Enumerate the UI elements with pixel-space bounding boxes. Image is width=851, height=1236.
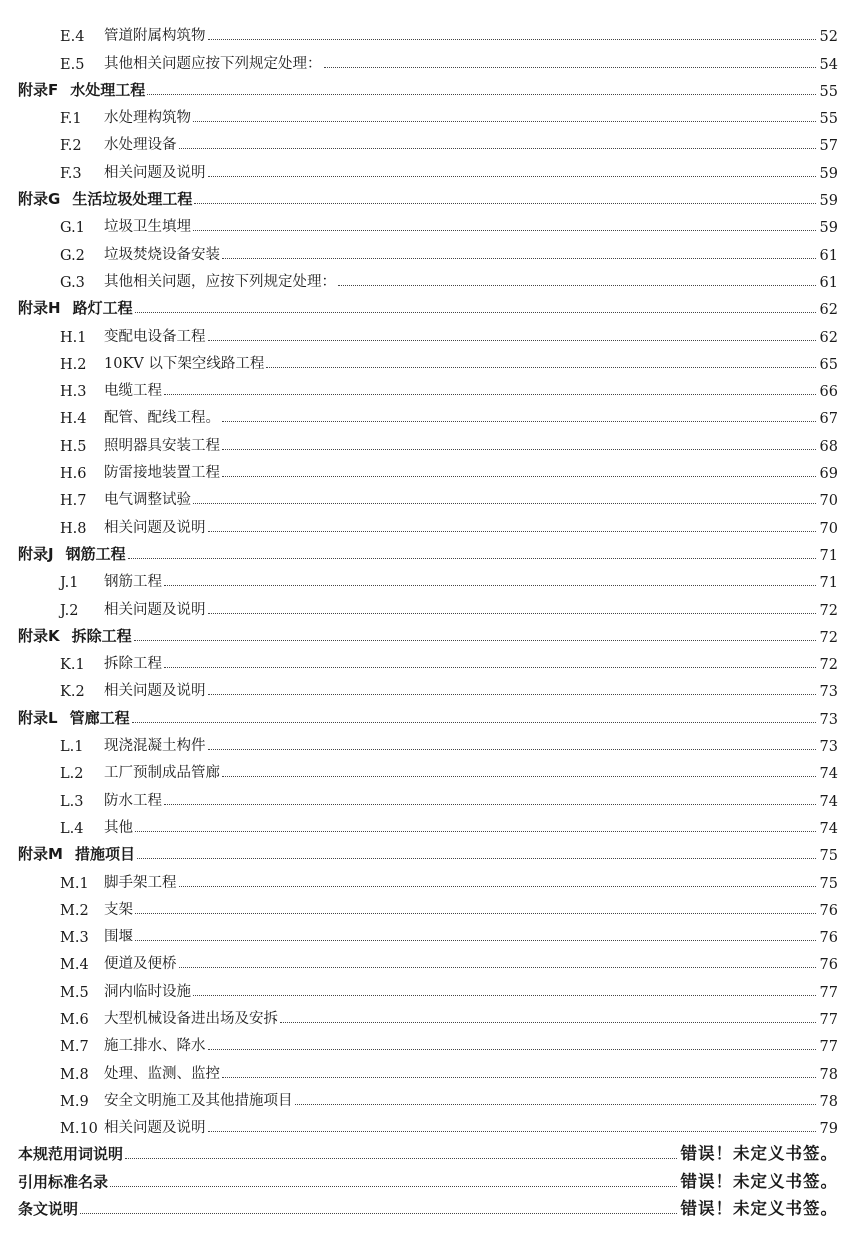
toc-entry[interactable] — [18, 154, 838, 181]
toc-entry-number: 附录J — [18, 544, 54, 563]
toc-entry-page: 78 — [819, 1066, 838, 1083]
toc-entry-title: 大型机械设备进出场及安拆 — [104, 1010, 278, 1027]
toc-entry-page: 错误！未定义书签。 — [680, 1144, 838, 1164]
toc-entry[interactable] — [18, 427, 838, 454]
dot-leader — [324, 67, 816, 68]
dot-leader — [208, 613, 816, 614]
toc-entry-number: G.3 — [60, 274, 85, 291]
toc-entry-number: 附录G — [18, 190, 61, 209]
dot-leader — [135, 831, 816, 832]
toc-entry-title: 洞内临时设施 — [104, 983, 191, 1000]
table-of-contents — [18, 18, 838, 1219]
toc-entry[interactable] — [18, 18, 838, 45]
toc-entry-title: 钢筋工程 — [104, 574, 162, 591]
toc-entry[interactable] — [18, 318, 838, 345]
toc-entry-title: 相关问题及说明 — [104, 164, 206, 181]
toc-entry-number: F.1 — [60, 111, 82, 128]
dot-leader — [193, 995, 816, 996]
dot-leader — [222, 776, 816, 777]
toc-entry-number: H.2 — [60, 356, 87, 373]
toc-entry-title: 垃圾焚烧设备安装 — [104, 246, 220, 263]
dot-leader — [208, 340, 816, 341]
toc-entry-page: 61 — [819, 274, 838, 291]
toc-entry-title: 照明器具安装工程 — [104, 437, 220, 454]
toc-entry-title: 脚手架工程 — [104, 874, 177, 891]
toc-entry-number: M.6 — [60, 1011, 89, 1028]
toc-entry[interactable] — [18, 1083, 838, 1110]
dot-leader — [193, 121, 816, 122]
toc-entry-page: 69 — [819, 466, 838, 483]
toc-entry[interactable] — [18, 755, 838, 782]
toc-entry[interactable] — [18, 591, 838, 618]
dot-leader — [164, 585, 816, 586]
dot-leader — [134, 640, 816, 641]
toc-entry-title: 电缆工程 — [104, 383, 162, 400]
toc-entry-page: 67 — [819, 411, 838, 428]
toc-entry-page: 74 — [819, 766, 838, 783]
toc-entry-page: 59 — [819, 165, 838, 182]
toc-entry[interactable] — [18, 209, 838, 236]
dot-leader — [135, 940, 816, 941]
toc-entry-title: 支架 — [104, 901, 133, 918]
dot-leader — [135, 913, 816, 914]
toc-entry-page: 62 — [819, 302, 838, 319]
toc-entry-number: G.2 — [60, 247, 85, 264]
dot-leader — [338, 285, 816, 286]
toc-entry-page: 错误！未定义书签。 — [680, 1199, 838, 1219]
toc-entry-page: 70 — [819, 493, 838, 510]
dot-leader — [110, 1186, 676, 1187]
toc-entry-title: 工厂预制成品管廊 — [104, 765, 220, 782]
toc-entry-page: 73 — [819, 739, 838, 756]
toc-entry-title: 拆除工程 — [104, 656, 162, 673]
dot-leader — [179, 148, 816, 149]
toc-entry-page: 76 — [819, 902, 838, 919]
dot-leader — [295, 1104, 816, 1105]
toc-entry-number: 附录H — [18, 299, 61, 318]
toc-entry-number: L.1 — [60, 739, 84, 756]
toc-entry[interactable] — [18, 1110, 838, 1137]
dot-leader — [208, 531, 816, 532]
toc-entry-title: 10KV 以下架空线路工程 — [104, 355, 265, 372]
toc-entry-title: 引用标准名录 — [18, 1172, 109, 1191]
toc-entry[interactable] — [18, 1055, 838, 1082]
toc-entry-page: 55 — [819, 111, 838, 128]
toc-entry-title: 围堰 — [104, 929, 133, 946]
toc-entry-page: 77 — [819, 1039, 838, 1056]
dot-leader — [179, 886, 816, 887]
dot-leader — [193, 230, 816, 231]
toc-entry-number: 附录F — [18, 80, 59, 99]
toc-entry[interactable] — [18, 673, 838, 700]
toc-entry-page: 76 — [819, 957, 838, 974]
toc-entry[interactable] — [18, 700, 838, 727]
toc-entry-page: 74 — [819, 793, 838, 810]
toc-entry-page: 57 — [819, 138, 838, 155]
dot-leader — [80, 1213, 676, 1214]
toc-entry-title: 相关问题及说明 — [104, 1120, 206, 1137]
toc-entry-page: 73 — [819, 711, 838, 728]
dot-leader — [208, 694, 816, 695]
toc-entry-title: 防雷接地装置工程 — [104, 465, 220, 482]
toc-entry-page: 75 — [819, 875, 838, 892]
toc-entry-page: 59 — [819, 193, 838, 210]
toc-entry-title: 钢筋工程 — [65, 544, 126, 563]
toc-entry-title: 处理、监测、监控 — [104, 1065, 220, 1082]
toc-entry-title: 施工排水、降水 — [104, 1038, 206, 1055]
dot-leader — [280, 1022, 816, 1023]
toc-entry-page: 54 — [819, 56, 838, 73]
toc-entry-title: 路灯工程 — [72, 299, 133, 318]
toc-entry-title: 生活垃圾处理工程 — [72, 190, 193, 209]
toc-entry-title: 条文说明 — [18, 1200, 79, 1219]
toc-entry-number: H.4 — [60, 411, 87, 428]
toc-entry-number: M.1 — [60, 875, 89, 892]
toc-entry[interactable] — [18, 782, 838, 809]
toc-entry[interactable] — [18, 728, 838, 755]
toc-entry[interactable] — [18, 373, 838, 400]
toc-entry-page: 错误！未定义书签。 — [680, 1171, 838, 1191]
toc-entry-number: K.2 — [60, 684, 85, 701]
dot-leader — [132, 722, 816, 723]
toc-entry[interactable] — [18, 837, 838, 864]
toc-entry-number: L.2 — [60, 766, 84, 783]
toc-entry-page: 74 — [819, 820, 838, 837]
toc-entry-page: 76 — [819, 930, 838, 947]
toc-entry-title: 便道及便桥 — [104, 956, 177, 973]
toc-entry-number: M.8 — [60, 1066, 89, 1083]
toc-entry[interactable] — [18, 1001, 838, 1028]
toc-entry[interactable] — [18, 1137, 838, 1164]
dot-leader — [222, 421, 816, 422]
toc-entry-page: 66 — [819, 384, 838, 401]
toc-entry-title: 拆除工程 — [71, 626, 132, 645]
toc-entry-page: 79 — [819, 1121, 838, 1138]
toc-entry-title: 水处理工程 — [70, 80, 146, 99]
toc-entry-page: 61 — [819, 247, 838, 264]
toc-entry-page: 52 — [819, 29, 838, 46]
toc-entry-number: M.9 — [60, 1093, 89, 1110]
toc-entry[interactable] — [18, 455, 838, 482]
toc-entry-page: 78 — [819, 1093, 838, 1110]
toc-entry-title: 现浇混凝土构件 — [104, 738, 206, 755]
toc-entry-number: F.2 — [60, 138, 82, 155]
dot-leader — [266, 367, 815, 368]
toc-entry-title: 相关问题及说明 — [104, 683, 206, 700]
toc-entry-number: M.7 — [60, 1039, 89, 1056]
toc-entry-number: H.1 — [60, 329, 87, 346]
toc-entry-number: M.3 — [60, 930, 89, 947]
dot-leader — [193, 503, 816, 504]
toc-entry[interactable] — [18, 1192, 838, 1219]
dot-leader — [222, 476, 816, 477]
toc-entry-number: E.4 — [60, 29, 85, 46]
dot-leader — [222, 449, 816, 450]
toc-entry-number: E.5 — [60, 56, 85, 73]
toc-entry-number: G.1 — [60, 220, 85, 237]
toc-entry-page: 71 — [819, 547, 838, 564]
toc-entry[interactable] — [18, 810, 838, 837]
toc-entry[interactable] — [18, 291, 838, 318]
toc-entry-page: 72 — [819, 657, 838, 674]
dot-leader — [208, 39, 816, 40]
toc-entry[interactable] — [18, 537, 838, 564]
dot-leader — [208, 176, 816, 177]
toc-entry-number: M.4 — [60, 957, 89, 974]
toc-entry-title: 安全文明施工及其他措施项目 — [104, 1092, 293, 1109]
toc-entry-page: 72 — [819, 629, 838, 646]
toc-entry-title: 措施项目 — [74, 845, 135, 864]
toc-entry[interactable] — [18, 182, 838, 209]
toc-entry-page: 65 — [819, 356, 838, 373]
toc-entry-page: 77 — [819, 984, 838, 1001]
toc-entry-number: K.1 — [60, 657, 85, 674]
toc-entry-number: L.3 — [60, 793, 84, 810]
toc-entry-number: H.8 — [60, 520, 87, 537]
toc-entry-title: 配管、配线工程。 — [104, 410, 220, 427]
toc-entry-title: 电气调整试验 — [104, 492, 191, 509]
toc-entry[interactable] — [18, 919, 838, 946]
toc-entry-page: 77 — [819, 1011, 838, 1028]
dot-leader — [222, 258, 816, 259]
dot-leader — [208, 1131, 816, 1132]
dot-leader — [164, 394, 816, 395]
toc-entry-title: 水处理构筑物 — [104, 110, 191, 127]
toc-entry-number: M.10 — [60, 1121, 98, 1138]
toc-entry[interactable] — [18, 400, 838, 427]
toc-entry-title: 相关问题及说明 — [104, 601, 206, 618]
toc-entry-number: F.3 — [60, 165, 82, 182]
dot-leader — [128, 558, 816, 559]
toc-entry-number: 附录K — [18, 626, 60, 645]
toc-entry-page: 68 — [819, 438, 838, 455]
toc-entry[interactable] — [18, 946, 838, 973]
toc-entry-page: 75 — [819, 848, 838, 865]
toc-entry-title: 其他 — [104, 819, 133, 836]
dot-leader — [164, 804, 816, 805]
toc-entry[interactable] — [18, 646, 838, 673]
toc-entry-page: 71 — [819, 575, 838, 592]
dot-leader — [222, 1077, 816, 1078]
toc-entry-page: 55 — [819, 83, 838, 100]
toc-entry-page: 70 — [819, 520, 838, 537]
toc-entry-number: L.4 — [60, 820, 84, 837]
toc-entry[interactable] — [18, 564, 838, 591]
dot-leader — [194, 203, 815, 204]
toc-entry-title: 管道附属构筑物 — [104, 28, 206, 45]
toc-entry[interactable] — [18, 864, 838, 891]
toc-entry[interactable] — [18, 482, 838, 509]
toc-entry-title: 本规范用词说明 — [18, 1145, 124, 1164]
toc-entry[interactable] — [18, 346, 838, 373]
toc-entry-title: 管廊工程 — [69, 708, 130, 727]
dot-leader — [208, 749, 816, 750]
toc-entry-number: J.2 — [60, 602, 79, 619]
dot-leader — [135, 312, 816, 313]
toc-entry-number: H.7 — [60, 493, 87, 510]
toc-entry-title: 防水工程 — [104, 792, 162, 809]
toc-entry-page: 73 — [819, 684, 838, 701]
toc-entry-number: H.6 — [60, 466, 87, 483]
toc-entry-page: 59 — [819, 220, 838, 237]
toc-entry[interactable] — [18, 100, 838, 127]
toc-entry-number: H.5 — [60, 438, 87, 455]
toc-entry-number: H.3 — [60, 384, 87, 401]
dot-leader — [208, 1049, 816, 1050]
toc-entry[interactable] — [18, 45, 838, 72]
toc-entry-title: 其他相关问题应按下列规定处理： — [104, 55, 322, 72]
toc-entry[interactable] — [18, 509, 838, 536]
toc-entry[interactable] — [18, 973, 838, 1000]
dot-leader — [179, 967, 816, 968]
toc-entry-title: 水处理设备 — [104, 137, 177, 154]
toc-entry[interactable] — [18, 236, 838, 263]
toc-entry[interactable] — [18, 1028, 838, 1055]
toc-entry-number: 附录L — [18, 708, 58, 727]
dot-leader — [147, 94, 815, 95]
toc-entry-title: 垃圾卫生填埋 — [104, 219, 191, 236]
dot-leader — [164, 667, 816, 668]
toc-entry-number: 附录M — [18, 845, 63, 864]
dot-leader — [137, 858, 816, 859]
toc-entry-number: M.2 — [60, 902, 89, 919]
toc-entry-title: 变配电设备工程 — [104, 328, 206, 345]
toc-entry[interactable] — [18, 1164, 838, 1191]
toc-entry[interactable] — [18, 264, 838, 291]
toc-entry-number: J.1 — [60, 575, 79, 592]
toc-entry-number: M.5 — [60, 984, 89, 1001]
toc-entry[interactable] — [18, 127, 838, 154]
toc-entry[interactable] — [18, 619, 838, 646]
toc-entry-page: 72 — [819, 602, 838, 619]
toc-entry[interactable] — [18, 892, 838, 919]
toc-entry-title: 其他相关问题，应按下列规定处理： — [104, 273, 336, 290]
toc-entry[interactable] — [18, 73, 838, 100]
toc-entry-page: 62 — [819, 329, 838, 346]
dot-leader — [125, 1158, 676, 1159]
toc-entry-title: 相关问题及说明 — [104, 519, 206, 536]
